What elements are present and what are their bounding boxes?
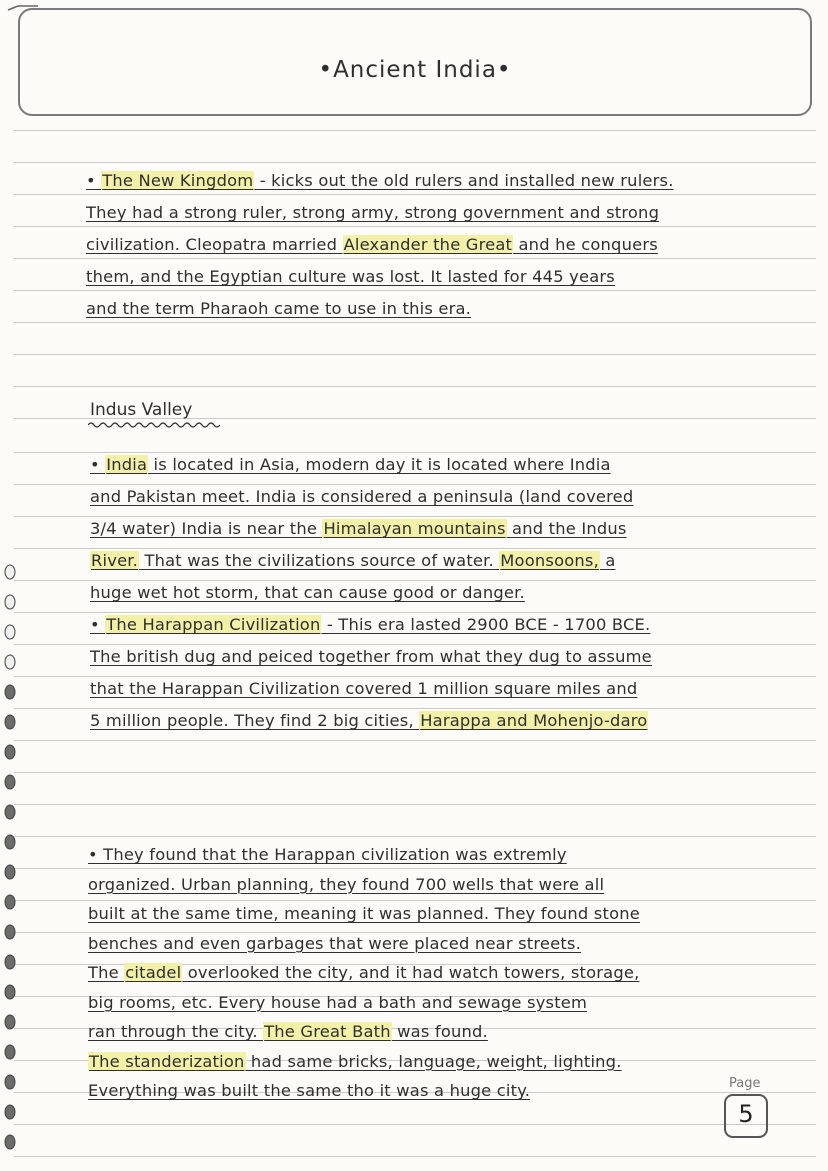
rule-line [14, 386, 816, 387]
rule-line [14, 804, 816, 805]
rule-line [14, 130, 816, 131]
rule-line [14, 354, 816, 355]
rule-line [14, 708, 816, 709]
note-text: Everything was built the same tho it was a huge city. [88, 1081, 531, 1100]
note-line [88, 904, 640, 923]
highlighted-term: Harappa and Mohenjo-daro [420, 711, 648, 730]
binder-hole [5, 895, 15, 909]
rule-line [14, 612, 816, 613]
page-number: 5 [738, 1100, 754, 1128]
rule-line [14, 258, 816, 259]
note-line [90, 711, 648, 730]
rule-line [14, 740, 816, 741]
binder-hole [5, 805, 15, 819]
note-line [90, 679, 637, 698]
binder-hole [5, 625, 15, 639]
note-text: That was the civilizations source of water. [139, 551, 500, 570]
rule-line [14, 868, 816, 869]
binder-hole [5, 1105, 15, 1119]
note-line [90, 519, 627, 538]
note-text: and he conquers [513, 235, 658, 254]
highlighted-term: The standerization [89, 1051, 245, 1071]
note-line [88, 934, 581, 953]
note-text: them, and the Egyptian culture was lost. It lasted for 445 years [86, 267, 615, 286]
note-text: and the Indus [506, 519, 627, 538]
binder-hole [5, 715, 15, 729]
rule-line [14, 484, 816, 485]
note-line [86, 299, 471, 318]
note-text: The british dug and peiced together from what they dug to assume [90, 647, 652, 666]
binder-hole [5, 1015, 15, 1029]
binder-hole [5, 565, 15, 579]
rule-line [14, 548, 816, 549]
note-text: • They found that the Harappan civilization was extremly [88, 845, 567, 864]
note-line [90, 647, 652, 666]
note-text: built at the same time, meaning it was planned. They found stone [88, 904, 640, 923]
rule-line [14, 162, 816, 163]
rule-line [14, 1156, 816, 1157]
page-label: Page [729, 1076, 761, 1091]
note-text: huge wet hot storm, that can cause good or danger. [90, 583, 525, 602]
page-title: •Ancient India• [318, 57, 512, 83]
note-line [88, 993, 587, 1012]
note-line [88, 1081, 530, 1100]
binder-hole [5, 745, 15, 759]
highlighted-term: India [106, 455, 148, 474]
rule-line [14, 322, 816, 323]
note-text: had same bricks, language, weight, lighting. [245, 1051, 622, 1071]
note-text: - This era lasted 2900 BCE - 1700 BCE. [321, 615, 651, 634]
title-box [18, 8, 812, 116]
rule-line [14, 580, 816, 581]
highlighted-term: The New Kingdom [102, 171, 254, 190]
note-text: big rooms, etc. Every house had a bath and sewage system [88, 992, 588, 1012]
note-line [88, 1052, 622, 1071]
rule-line [14, 290, 816, 291]
rule-line [14, 772, 816, 773]
note-line [86, 171, 674, 190]
rule-line [14, 1124, 816, 1125]
rule-line [14, 194, 816, 195]
note-text: was found. [391, 1022, 488, 1041]
note-text: overlooked the city, and it had watch towers, storage, [182, 963, 640, 982]
note-text: that the Harappan Civilization covered 1 million square miles and [90, 679, 638, 698]
note-line [90, 487, 633, 506]
binder-hole [5, 1135, 15, 1149]
rule-line [14, 836, 816, 837]
binder-hole [5, 1045, 15, 1059]
note-text: benches and even garbages that were placed near streets. [88, 933, 581, 953]
note-line [88, 1022, 488, 1041]
wavy-underline [88, 421, 220, 429]
note-line [90, 615, 650, 634]
note-text: • [90, 615, 106, 634]
binder-hole [5, 595, 15, 609]
note-text: 3/4 water) India is near the [90, 519, 323, 538]
note-text: The [88, 963, 125, 982]
note-line [90, 583, 525, 602]
note-text: and the term Pharaoh came to use in this era. [86, 299, 472, 318]
binder-hole [5, 835, 15, 849]
note-text: organized. Urban planning, they found 700 wells that were all [88, 874, 605, 894]
note-text: • [86, 171, 102, 190]
rule-line [14, 516, 816, 517]
rule-line [14, 676, 816, 677]
highlighted-term: citadel [125, 963, 182, 982]
rule-line [14, 900, 816, 901]
binder-hole [5, 925, 15, 939]
note-line [86, 267, 615, 286]
highlighted-term: Alexander the Great [343, 235, 513, 254]
note-text: and Pakistan meet. India is considered a peninsula (land covered [90, 487, 634, 506]
note-text: civilization. Cleopatra married [86, 235, 343, 254]
highlighted-term: The Harappan Civilization [106, 615, 321, 634]
binder-holes [0, 560, 20, 1170]
note-line [88, 963, 639, 982]
binder-hole [5, 685, 15, 699]
binder-hole [5, 1075, 15, 1089]
note-text: 5 million people. They find 2 big cities, [90, 711, 420, 730]
binder-hole [5, 655, 15, 669]
note-text: a [599, 551, 616, 570]
note-text: They had a strong ruler, strong army, strong government and strong [86, 203, 660, 222]
note-text: is located in Asia, modern day it is located where India [148, 455, 611, 474]
section-heading-indus-valley: Indus Valley [90, 400, 193, 420]
binder-hole [5, 985, 15, 999]
note-line [90, 455, 611, 474]
rule-line [14, 644, 816, 645]
highlighted-term: Moonsoons, [500, 551, 599, 570]
rule-line [14, 452, 816, 453]
binder-hole [5, 865, 15, 879]
binder-hole [5, 775, 15, 789]
note-text: ran through the city. [88, 1022, 264, 1041]
binder-hole [5, 955, 15, 969]
highlighted-term: River. [91, 551, 139, 570]
note-line [86, 203, 659, 222]
note-line [86, 235, 658, 254]
note-line [88, 845, 567, 864]
note-text: • [90, 455, 106, 474]
highlighted-term: The Great Bath [264, 1022, 391, 1041]
note-line [88, 875, 604, 894]
note-text: - kicks out the old rulers and installed new rulers. [254, 171, 674, 190]
note-line [90, 551, 616, 570]
highlighted-term: Himalayan mountains [323, 519, 506, 538]
rule-line [14, 226, 816, 227]
